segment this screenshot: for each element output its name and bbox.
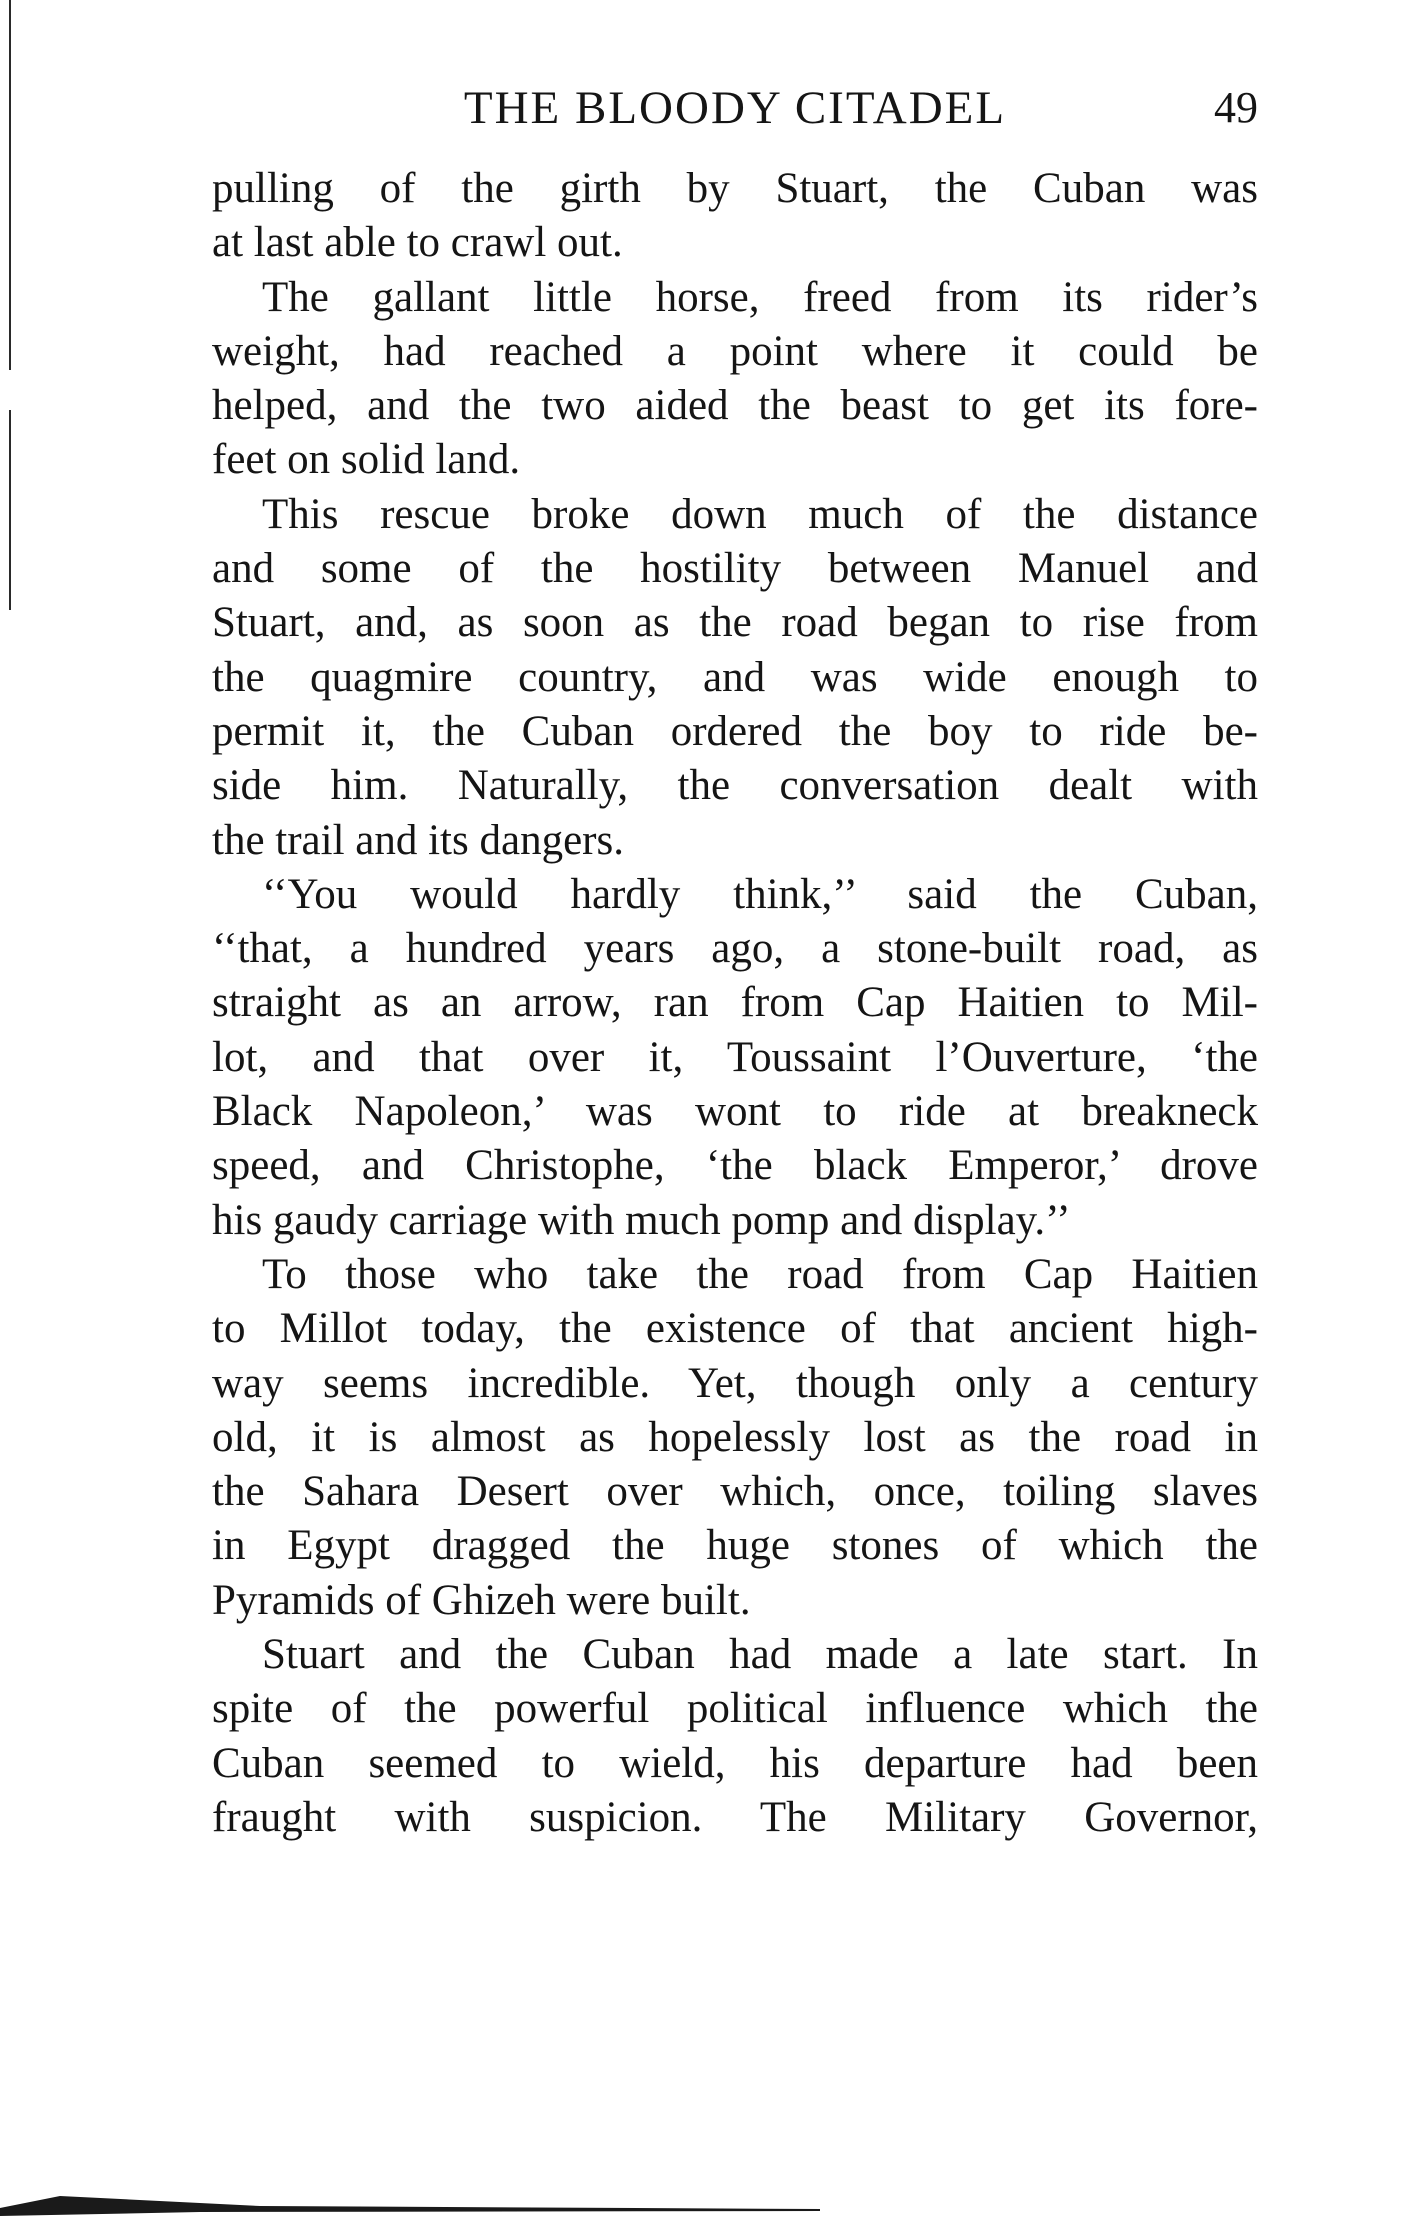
text-line: The gallant little horse, freed from its rider’s [262, 273, 1258, 321]
text-line: the quagmire country, and was wide enough to [212, 653, 1258, 701]
text-line: weight, had reached a point where it could be [212, 327, 1258, 375]
text-line: Pyramids of Ghizeh were built. [212, 1576, 751, 1624]
text-line: in Egypt dragged the huge stones of which the [212, 1522, 1258, 1570]
text-line: the trail and its dangers. [212, 816, 624, 864]
text-line: lot, and that over it, Toussaint l’Ouverture, ‘the [212, 1033, 1258, 1081]
text-line: at last able to crawl out. [212, 219, 623, 267]
text-line: Stuart and the Cuban had made a late start. In [262, 1631, 1258, 1679]
text-line: to Millot today, the existence of that ancient high- [212, 1305, 1258, 1353]
text-line: way seems incredible. Yet, though only a century [212, 1359, 1258, 1407]
text-line: pulling of the girth by Stuart, the Cuban was [212, 165, 1258, 212]
text-line: To those who take the road from Cap Haitien [262, 1250, 1258, 1298]
scan-edge-smudge [0, 2190, 820, 2220]
page-number: 49 [1214, 83, 1258, 132]
text-line: Black Napoleon,’ was wont to ride at breakneck [212, 1088, 1258, 1136]
text-line: speed, and Christophe, ‘the black Emperor,’ drove [212, 1142, 1258, 1190]
text-line: feet on solid land. [212, 436, 521, 484]
text-line: and some of the hostility between Manuel and [212, 545, 1258, 593]
text-line: ‘‘that, a hundred years ago, a stone-built road, as [212, 925, 1258, 973]
body-text [212, 162, 1258, 1845]
text-line: ‘‘You would hardly think,’’ said the Cuban, [262, 870, 1258, 918]
text-line: straight as an arrow, ran from Cap Haitien to Mil- [212, 979, 1258, 1027]
text-line: helped, and the two aided the beast to get its fore- [212, 382, 1258, 430]
text-line: spite of the powerful political influence which the [212, 1685, 1258, 1733]
text-line: fraught with suspicion. The Military Governor, [212, 1793, 1258, 1841]
text-line: side him. Naturally, the conversation dealt with [212, 762, 1258, 810]
text-line: old, it is almost as hopelessly lost as the road in [212, 1413, 1258, 1461]
text-line: Stuart, and, as soon as the road began to rise from [212, 599, 1258, 647]
text-line: This rescue broke down much of the distance [262, 490, 1258, 538]
scan-margin-line [9, 410, 11, 610]
running-header [212, 78, 1258, 138]
running-title: THE BLOODY CITADEL [463, 82, 1007, 134]
scan-margin-line [9, 0, 11, 370]
text-line: his gaudy carriage with much pomp and display.’’ [212, 1196, 1071, 1244]
text-line: Cuban seemed to wield, his departure had been [212, 1739, 1258, 1787]
text-line: the Sahara Desert over which, once, toiling slaves [212, 1468, 1258, 1516]
text-line: permit it, the Cuban ordered the boy to ride be- [212, 707, 1258, 755]
